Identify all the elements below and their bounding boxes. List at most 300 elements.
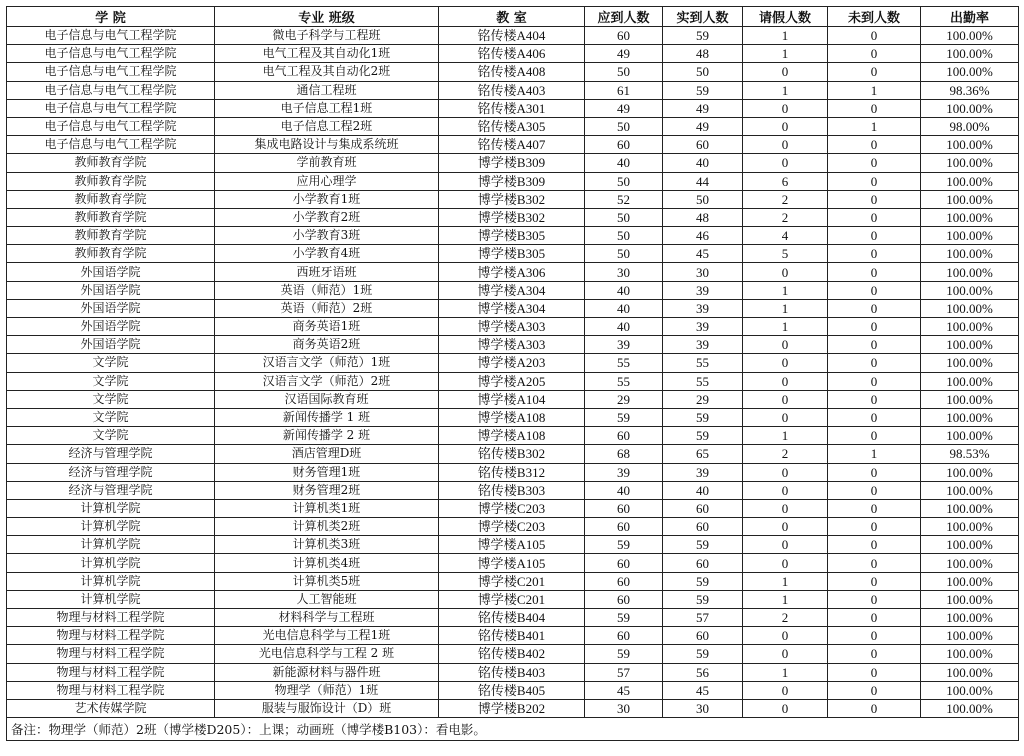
expected-count-cell: 50	[585, 227, 663, 245]
table-row	[7, 354, 1019, 372]
leave-count-cell: 4	[743, 227, 828, 245]
major-class-cell: 酒店管理D班	[215, 445, 439, 463]
classroom-cell: 铭传楼B302	[439, 445, 585, 463]
attendance-rate-cell: 100.00%	[921, 354, 1019, 372]
major-class-cell: 商务英语1班	[215, 318, 439, 336]
expected-count-cell: 30	[585, 263, 663, 281]
classroom-cell: 铭传楼A408	[439, 63, 585, 81]
absent-count-cell: 0	[828, 572, 921, 590]
table-row	[7, 518, 1019, 536]
college-cell: 经济与管理学院	[7, 481, 215, 499]
absent-count-cell: 0	[828, 136, 921, 154]
leave-count-cell: 2	[743, 445, 828, 463]
absent-count-cell: 0	[828, 172, 921, 190]
college-cell: 教师教育学院	[7, 154, 215, 172]
college-cell: 教师教育学院	[7, 172, 215, 190]
leave-count-cell: 1	[743, 590, 828, 608]
attendance-rate-cell: 100.00%	[921, 609, 1019, 627]
table-row	[7, 390, 1019, 408]
major-class-cell: 服装与服饰设计（D）班	[215, 699, 439, 717]
note-row	[7, 718, 1019, 741]
table-row	[7, 154, 1019, 172]
table-row	[7, 336, 1019, 354]
major-class-cell: 小学教育4班	[215, 245, 439, 263]
attendance-rate-cell: 98.36%	[921, 81, 1019, 99]
major-class-cell: 通信工程班	[215, 81, 439, 99]
attendance-rate-cell: 100.00%	[921, 263, 1019, 281]
major-class-cell: 小学教育1班	[215, 190, 439, 208]
table-row	[7, 663, 1019, 681]
present-count-cell: 46	[663, 227, 743, 245]
attendance-rate-cell: 100.00%	[921, 318, 1019, 336]
attendance-rate-cell: 100.00%	[921, 99, 1019, 117]
table-row	[7, 681, 1019, 699]
leave-count-cell: 0	[743, 554, 828, 572]
absent-count-cell: 0	[828, 263, 921, 281]
college-cell: 外国语学院	[7, 336, 215, 354]
attendance-rate-cell: 100.00%	[921, 663, 1019, 681]
table-row	[7, 499, 1019, 517]
absent-count-cell: 0	[828, 27, 921, 45]
college-cell: 文学院	[7, 354, 215, 372]
attendance-rate-cell: 100.00%	[921, 336, 1019, 354]
classroom-cell: 博学楼A205	[439, 372, 585, 390]
present-count-cell: 60	[663, 554, 743, 572]
absent-count-cell: 0	[828, 336, 921, 354]
absent-count-cell: 1	[828, 117, 921, 135]
present-count-cell: 30	[663, 699, 743, 717]
leave-count-cell: 0	[743, 408, 828, 426]
college-cell: 物理与材料工程学院	[7, 663, 215, 681]
college-cell: 教师教育学院	[7, 208, 215, 226]
present-count-cell: 40	[663, 154, 743, 172]
absent-count-cell: 0	[828, 663, 921, 681]
major-class-cell: 汉语言文学（师范）2班	[215, 372, 439, 390]
expected-count-cell: 60	[585, 27, 663, 45]
major-class-cell: 人工智能班	[215, 590, 439, 608]
expected-count-cell: 60	[585, 518, 663, 536]
leave-count-cell: 5	[743, 245, 828, 263]
table-row	[7, 281, 1019, 299]
attendance-rate-cell: 100.00%	[921, 590, 1019, 608]
classroom-cell: 铭传楼A404	[439, 27, 585, 45]
major-class-cell: 英语（师范）1班	[215, 281, 439, 299]
expected-count-cell: 59	[585, 645, 663, 663]
expected-count-cell: 60	[585, 590, 663, 608]
leave-count-cell: 0	[743, 699, 828, 717]
table-row	[7, 318, 1019, 336]
expected-count-cell: 68	[585, 445, 663, 463]
expected-count-cell: 59	[585, 536, 663, 554]
attendance-table	[6, 6, 1019, 741]
college-cell: 计算机学院	[7, 518, 215, 536]
major-class-cell: 电气工程及其自动化1班	[215, 45, 439, 63]
expected-count-cell: 60	[585, 572, 663, 590]
college-cell: 计算机学院	[7, 536, 215, 554]
classroom-cell: 铭传楼B401	[439, 627, 585, 645]
major-class-cell: 应用心理学	[215, 172, 439, 190]
classroom-cell: 博学楼B309	[439, 172, 585, 190]
college-cell: 计算机学院	[7, 572, 215, 590]
attendance-rate-cell: 100.00%	[921, 518, 1019, 536]
expected-count-cell: 59	[585, 408, 663, 426]
attendance-rate-cell: 100.00%	[921, 136, 1019, 154]
table-row	[7, 481, 1019, 499]
absent-count-cell: 0	[828, 427, 921, 445]
absent-count-cell: 0	[828, 699, 921, 717]
present-count-cell: 57	[663, 609, 743, 627]
present-count-cell: 59	[663, 81, 743, 99]
absent-count-cell: 0	[828, 190, 921, 208]
expected-count-cell: 30	[585, 699, 663, 717]
classroom-cell: 博学楼C203	[439, 499, 585, 517]
present-count-cell: 39	[663, 318, 743, 336]
attendance-sheet	[6, 6, 1018, 741]
major-class-cell: 商务英语2班	[215, 336, 439, 354]
absent-count-cell: 0	[828, 208, 921, 226]
college-cell: 教师教育学院	[7, 245, 215, 263]
expected-count-cell: 60	[585, 499, 663, 517]
classroom-cell: 博学楼A203	[439, 354, 585, 372]
major-class-cell: 计算机类2班	[215, 518, 439, 536]
expected-count-cell: 40	[585, 318, 663, 336]
expected-count-cell: 29	[585, 390, 663, 408]
present-count-cell: 56	[663, 663, 743, 681]
leave-count-cell: 0	[743, 372, 828, 390]
attendance-rate-cell: 98.53%	[921, 445, 1019, 463]
table-body	[7, 27, 1019, 718]
table-row	[7, 645, 1019, 663]
attendance-rate-cell: 100.00%	[921, 481, 1019, 499]
present-count-cell: 39	[663, 463, 743, 481]
present-count-cell: 40	[663, 481, 743, 499]
college-cell: 物理与材料工程学院	[7, 681, 215, 699]
attendance-rate-cell: 100.00%	[921, 245, 1019, 263]
college-cell: 计算机学院	[7, 590, 215, 608]
present-count-cell: 59	[663, 427, 743, 445]
table-row	[7, 609, 1019, 627]
table-row	[7, 245, 1019, 263]
expected-count-cell: 40	[585, 281, 663, 299]
table-row	[7, 27, 1019, 45]
present-count-cell: 60	[663, 627, 743, 645]
expected-count-cell: 39	[585, 463, 663, 481]
present-count-cell: 48	[663, 208, 743, 226]
attendance-rate-cell: 100.00%	[921, 27, 1019, 45]
college-cell: 电子信息与电气工程学院	[7, 81, 215, 99]
classroom-cell: 博学楼A105	[439, 536, 585, 554]
classroom-cell: 博学楼A304	[439, 281, 585, 299]
absent-count-cell: 0	[828, 354, 921, 372]
expected-count-cell: 60	[585, 427, 663, 445]
present-count-cell: 59	[663, 645, 743, 663]
college-cell: 经济与管理学院	[7, 445, 215, 463]
college-cell: 电子信息与电气工程学院	[7, 99, 215, 117]
leave-count-cell: 0	[743, 627, 828, 645]
present-count-cell: 39	[663, 336, 743, 354]
attendance-rate-cell: 100.00%	[921, 63, 1019, 81]
classroom-cell: 博学楼A108	[439, 427, 585, 445]
table-row	[7, 227, 1019, 245]
classroom-cell: 博学楼B302	[439, 208, 585, 226]
table-row	[7, 63, 1019, 81]
absent-count-cell: 0	[828, 645, 921, 663]
absent-count-cell: 0	[828, 63, 921, 81]
present-count-cell: 60	[663, 518, 743, 536]
classroom-cell: 博学楼A304	[439, 299, 585, 317]
college-cell: 计算机学院	[7, 554, 215, 572]
classroom-cell: 博学楼A306	[439, 263, 585, 281]
leave-count-cell: 2	[743, 190, 828, 208]
leave-count-cell: 0	[743, 681, 828, 699]
leave-count-cell: 0	[743, 117, 828, 135]
table-row	[7, 172, 1019, 190]
major-class-cell: 计算机类5班	[215, 572, 439, 590]
absent-count-cell: 0	[828, 299, 921, 317]
classroom-cell: 铭传楼B403	[439, 663, 585, 681]
major-class-cell: 小学教育3班	[215, 227, 439, 245]
college-cell: 文学院	[7, 390, 215, 408]
major-class-cell: 光电信息科学与工程1班	[215, 627, 439, 645]
major-class-cell: 电气工程及其自动化2班	[215, 63, 439, 81]
absent-count-cell: 1	[828, 81, 921, 99]
absent-count-cell: 0	[828, 281, 921, 299]
major-class-cell: 计算机类1班	[215, 499, 439, 517]
absent-count-cell: 0	[828, 99, 921, 117]
present-count-cell: 44	[663, 172, 743, 190]
major-class-cell: 小学教育2班	[215, 208, 439, 226]
absent-count-cell: 0	[828, 590, 921, 608]
present-count-cell: 59	[663, 572, 743, 590]
absent-count-cell: 0	[828, 45, 921, 63]
major-class-cell: 电子信息工程2班	[215, 117, 439, 135]
leave-count-cell: 1	[743, 81, 828, 99]
attendance-rate-cell: 100.00%	[921, 463, 1019, 481]
classroom-cell: 博学楼B202	[439, 699, 585, 717]
major-class-cell: 材料科学与工程班	[215, 609, 439, 627]
absent-count-cell: 0	[828, 554, 921, 572]
table-row	[7, 190, 1019, 208]
college-cell: 外国语学院	[7, 281, 215, 299]
expected-count-cell: 60	[585, 136, 663, 154]
classroom-cell: 博学楼A105	[439, 554, 585, 572]
leave-count-cell: 1	[743, 281, 828, 299]
leave-count-cell: 0	[743, 518, 828, 536]
leave-count-cell: 0	[743, 336, 828, 354]
table-row	[7, 590, 1019, 608]
col-header-expected: 应到人数	[585, 7, 663, 27]
present-count-cell: 50	[663, 190, 743, 208]
present-count-cell: 45	[663, 681, 743, 699]
leave-count-cell: 0	[743, 154, 828, 172]
expected-count-cell: 60	[585, 627, 663, 645]
absent-count-cell: 0	[828, 536, 921, 554]
attendance-rate-cell: 100.00%	[921, 45, 1019, 63]
college-cell: 物理与材料工程学院	[7, 627, 215, 645]
expected-count-cell: 49	[585, 45, 663, 63]
classroom-cell: 铭传楼A301	[439, 99, 585, 117]
expected-count-cell: 50	[585, 245, 663, 263]
present-count-cell: 59	[663, 590, 743, 608]
present-count-cell: 29	[663, 390, 743, 408]
college-cell: 文学院	[7, 408, 215, 426]
present-count-cell: 59	[663, 408, 743, 426]
attendance-rate-cell: 100.00%	[921, 190, 1019, 208]
absent-count-cell: 0	[828, 609, 921, 627]
table-row	[7, 427, 1019, 445]
classroom-cell: 铭传楼A407	[439, 136, 585, 154]
expected-count-cell: 52	[585, 190, 663, 208]
college-cell: 外国语学院	[7, 318, 215, 336]
college-cell: 电子信息与电气工程学院	[7, 136, 215, 154]
table-row	[7, 445, 1019, 463]
present-count-cell: 39	[663, 281, 743, 299]
absent-count-cell: 0	[828, 245, 921, 263]
major-class-cell: 物理学（师范）1班	[215, 681, 439, 699]
present-count-cell: 49	[663, 117, 743, 135]
leave-count-cell: 0	[743, 63, 828, 81]
expected-count-cell: 50	[585, 172, 663, 190]
expected-count-cell: 61	[585, 81, 663, 99]
leave-count-cell: 1	[743, 318, 828, 336]
college-cell: 外国语学院	[7, 263, 215, 281]
present-count-cell: 50	[663, 63, 743, 81]
leave-count-cell: 0	[743, 645, 828, 663]
absent-count-cell: 0	[828, 372, 921, 390]
major-class-cell: 西班牙语班	[215, 263, 439, 281]
note-text: 备注：物理学（师范）2班（博学楼D205）：上课；动画班（博学楼B103）：看电影。	[7, 718, 1019, 741]
leave-count-cell: 0	[743, 499, 828, 517]
present-count-cell: 30	[663, 263, 743, 281]
absent-count-cell: 0	[828, 318, 921, 336]
leave-count-cell: 1	[743, 427, 828, 445]
expected-count-cell: 57	[585, 663, 663, 681]
classroom-cell: 博学楼A104	[439, 390, 585, 408]
leave-count-cell: 1	[743, 299, 828, 317]
college-cell: 文学院	[7, 427, 215, 445]
classroom-cell: 铭传楼B402	[439, 645, 585, 663]
classroom-cell: 铭传楼A406	[439, 45, 585, 63]
major-class-cell: 财务管理2班	[215, 481, 439, 499]
absent-count-cell: 0	[828, 390, 921, 408]
present-count-cell: 55	[663, 372, 743, 390]
attendance-rate-cell: 100.00%	[921, 554, 1019, 572]
table-row	[7, 372, 1019, 390]
attendance-rate-cell: 100.00%	[921, 299, 1019, 317]
present-count-cell: 59	[663, 536, 743, 554]
absent-count-cell: 0	[828, 408, 921, 426]
leave-count-cell: 2	[743, 609, 828, 627]
leave-count-cell: 0	[743, 136, 828, 154]
major-class-cell: 英语（师范）2班	[215, 299, 439, 317]
leave-count-cell: 0	[743, 263, 828, 281]
major-class-cell: 新能源材料与器件班	[215, 663, 439, 681]
college-cell: 经济与管理学院	[7, 463, 215, 481]
major-class-cell: 财务管理1班	[215, 463, 439, 481]
major-class-cell: 学前教育班	[215, 154, 439, 172]
college-cell: 电子信息与电气工程学院	[7, 45, 215, 63]
attendance-rate-cell: 100.00%	[921, 427, 1019, 445]
attendance-rate-cell: 100.00%	[921, 699, 1019, 717]
expected-count-cell: 49	[585, 99, 663, 117]
leave-count-cell: 0	[743, 463, 828, 481]
present-count-cell: 59	[663, 27, 743, 45]
attendance-rate-cell: 100.00%	[921, 154, 1019, 172]
present-count-cell: 65	[663, 445, 743, 463]
leave-count-cell: 0	[743, 354, 828, 372]
attendance-rate-cell: 100.00%	[921, 536, 1019, 554]
classroom-cell: 博学楼B302	[439, 190, 585, 208]
table-row	[7, 463, 1019, 481]
college-cell: 艺术传媒学院	[7, 699, 215, 717]
absent-count-cell: 0	[828, 681, 921, 699]
col-header-college: 学 院	[7, 7, 215, 27]
attendance-rate-cell: 100.00%	[921, 208, 1019, 226]
table-row	[7, 554, 1019, 572]
leave-count-cell: 1	[743, 27, 828, 45]
attendance-rate-cell: 100.00%	[921, 627, 1019, 645]
expected-count-cell: 50	[585, 208, 663, 226]
leave-count-cell: 0	[743, 536, 828, 554]
leave-count-cell: 0	[743, 481, 828, 499]
present-count-cell: 60	[663, 136, 743, 154]
table-row	[7, 699, 1019, 717]
expected-count-cell: 39	[585, 336, 663, 354]
table-row	[7, 136, 1019, 154]
college-cell: 教师教育学院	[7, 190, 215, 208]
attendance-rate-cell: 100.00%	[921, 372, 1019, 390]
major-class-cell: 电子信息工程1班	[215, 99, 439, 117]
expected-count-cell: 59	[585, 609, 663, 627]
table-row	[7, 81, 1019, 99]
attendance-rate-cell: 100.00%	[921, 572, 1019, 590]
major-class-cell: 计算机类3班	[215, 536, 439, 554]
classroom-cell: 博学楼B309	[439, 154, 585, 172]
col-header-major-class: 专业 班级	[215, 7, 439, 27]
absent-count-cell: 0	[828, 499, 921, 517]
college-cell: 文学院	[7, 372, 215, 390]
expected-count-cell: 55	[585, 372, 663, 390]
major-class-cell: 新闻传播学 2 班	[215, 427, 439, 445]
leave-count-cell: 2	[743, 208, 828, 226]
table-row	[7, 263, 1019, 281]
expected-count-cell: 55	[585, 354, 663, 372]
col-header-classroom: 教 室	[439, 7, 585, 27]
major-class-cell: 汉语言文学（师范）1班	[215, 354, 439, 372]
attendance-rate-cell: 98.00%	[921, 117, 1019, 135]
major-class-cell: 汉语国际教育班	[215, 390, 439, 408]
table-row	[7, 99, 1019, 117]
present-count-cell: 45	[663, 245, 743, 263]
attendance-rate-cell: 100.00%	[921, 645, 1019, 663]
present-count-cell: 49	[663, 99, 743, 117]
attendance-rate-cell: 100.00%	[921, 499, 1019, 517]
expected-count-cell: 45	[585, 681, 663, 699]
classroom-cell: 铭传楼A305	[439, 117, 585, 135]
attendance-rate-cell: 100.00%	[921, 227, 1019, 245]
leave-count-cell: 0	[743, 99, 828, 117]
attendance-rate-cell: 100.00%	[921, 390, 1019, 408]
major-class-cell: 集成电路设计与集成系统班	[215, 136, 439, 154]
table-row	[7, 45, 1019, 63]
col-header-present: 实到人数	[663, 7, 743, 27]
classroom-cell: 铭传楼B404	[439, 609, 585, 627]
expected-count-cell: 40	[585, 299, 663, 317]
expected-count-cell: 60	[585, 554, 663, 572]
leave-count-cell: 1	[743, 45, 828, 63]
absent-count-cell: 0	[828, 518, 921, 536]
classroom-cell: 博学楼B305	[439, 227, 585, 245]
